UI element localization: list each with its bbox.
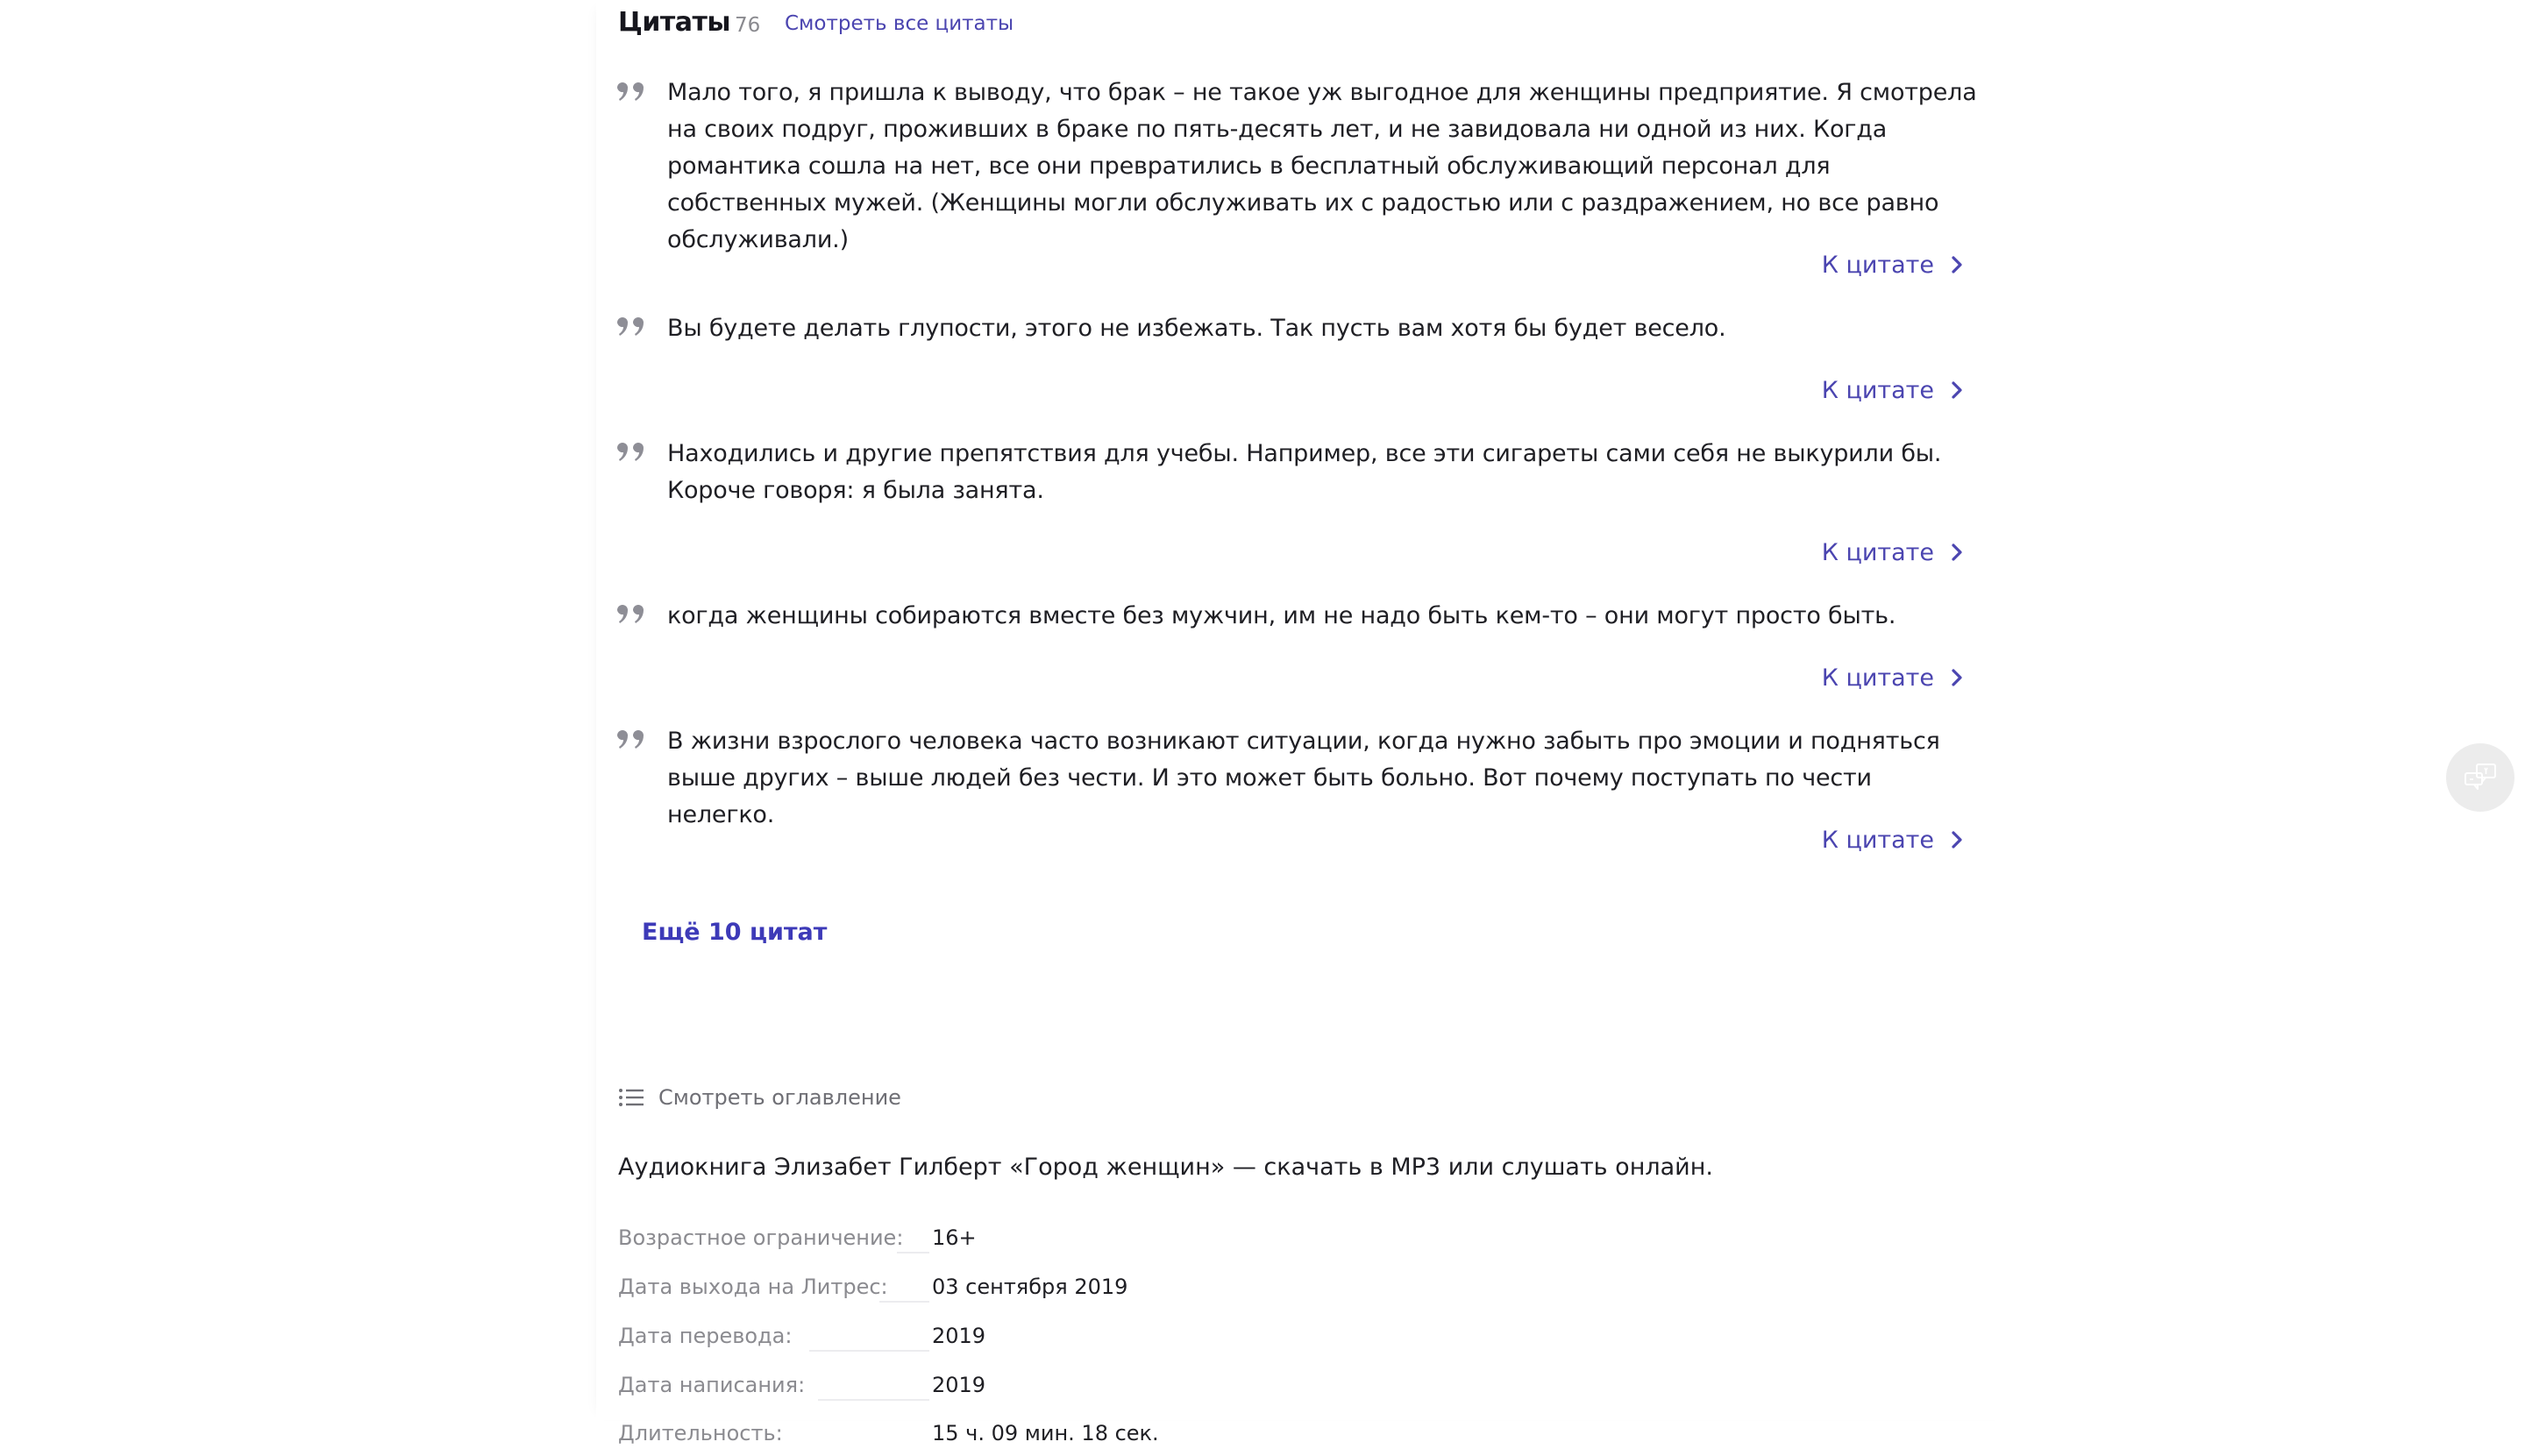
quote-text: когда женщины собираются вместе без мужчин, им не надо быть кем-то – они могут просто быть.	[667, 602, 1896, 629]
meta-value: 2019	[932, 1373, 986, 1397]
see-all-quotes-link[interactable]: Смотреть все цитаты	[785, 12, 1014, 35]
quote-text: Находились и другие препятствия для учебы. Например, все эти сигареты сами себя не выкурили бы. Короче говоря: я была занята.	[667, 440, 1942, 504]
chevron-right-icon	[1950, 380, 1964, 401]
meta-row-translation-date	[618, 1324, 1232, 1359]
meta-row-release-date	[618, 1275, 1232, 1310]
table-of-contents-link[interactable]	[618, 1085, 901, 1110]
chat-support-button[interactable]	[2446, 743, 2514, 812]
quote-mark-icon	[615, 316, 647, 338]
quote-mark-icon	[615, 728, 647, 751]
chevron-right-icon	[1950, 542, 1964, 563]
meta-divider	[879, 1301, 929, 1303]
to-quote-link[interactable]	[1822, 660, 1964, 695]
meta-value: 15 ч. 09 мин. 18 сек.	[932, 1421, 1159, 1445]
quote-text: В жизни взрослого человека часто возникают ситуации, когда нужно забыть про эмоции и подняться выше других – выше людей без чести. И это может быть больно. Вот почему поступать по чести нелегко.	[667, 728, 1940, 828]
toc-label: Смотреть оглавление	[658, 1085, 901, 1110]
to-quote-link[interactable]	[1822, 535, 1964, 570]
meta-label: Дата написания:	[618, 1373, 806, 1397]
meta-value: 16+	[932, 1225, 977, 1250]
chevron-right-icon	[1950, 254, 1964, 275]
section-title: Цитаты	[618, 7, 731, 38]
meta-value: 03 сентября 2019	[932, 1275, 1128, 1299]
to-quote-link[interactable]	[1822, 822, 1964, 857]
meta-label: Возрастное ограничение:	[618, 1225, 904, 1250]
to-quote-label: К цитате	[1821, 826, 1934, 854]
to-quote-link[interactable]	[1822, 247, 1964, 282]
chat-bubbles-icon	[2463, 762, 2498, 793]
quote-text: Мало того, я пришла к выводу, что брак – не такое уж выгодное для женщины предприятие. Я смотрела на своих подруг, проживших в браке по пять-десять лет, и не завидовала ни одной из них. Когда романтика сошла на нет, все они превратились в бесплатный обслуживающий персонал для собственных мужей. (Женщины могли обслуживать их с радостью или с раздражением, но все равно обслуживали.)	[667, 79, 1977, 253]
quote-text: Вы будете делать глупости, этого не избежать. Так пусть вам хотя бы будет весело.	[667, 315, 1726, 342]
meta-divider	[809, 1350, 929, 1352]
to-quote-label: К цитате	[1821, 538, 1934, 566]
meta-label: Дата выхода на Литрес:	[618, 1275, 888, 1299]
chevron-right-icon	[1950, 667, 1964, 688]
meta-row-age	[618, 1225, 1232, 1261]
more-quotes-button[interactable]: Ещё 10 цитат	[642, 919, 828, 946]
book-description: Аудиокнига Элизабет Гилберт «Город женщин» — скачать в MP3 или слушать онлайн.	[618, 1154, 1713, 1181]
chevron-right-icon	[1950, 829, 1964, 850]
quote-mark-icon	[615, 603, 647, 626]
meta-row-writing-date	[618, 1373, 1232, 1408]
meta-label: Длительность:	[618, 1421, 783, 1445]
quote-mark-icon	[615, 441, 647, 464]
quotes-section	[596, 0, 2016, 1445]
meta-divider	[818, 1399, 929, 1401]
to-quote-label: К цитате	[1821, 376, 1934, 404]
meta-row-duration	[618, 1421, 1232, 1456]
meta-value: 2019	[932, 1324, 986, 1348]
list-icon	[618, 1088, 644, 1107]
meta-divider	[897, 1252, 929, 1254]
quotes-count: 76	[735, 14, 761, 37]
to-quote-label: К цитате	[1821, 664, 1934, 692]
to-quote-label: К цитате	[1821, 251, 1934, 279]
quote-mark-icon	[615, 81, 647, 103]
meta-label: Дата перевода:	[618, 1324, 793, 1348]
to-quote-link[interactable]	[1822, 373, 1964, 408]
